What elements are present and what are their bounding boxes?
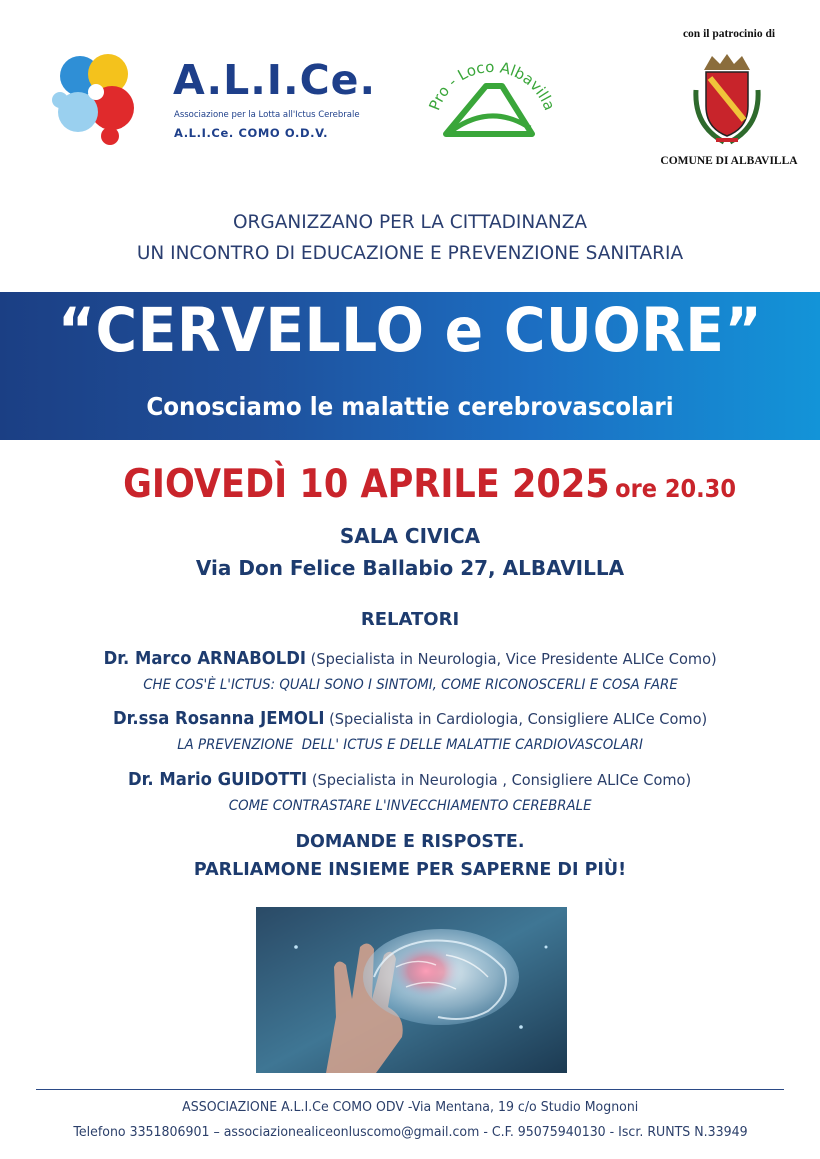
- date-line: [0, 462, 820, 507]
- speaker-topic: CHE COS'È L'ICTUS: QUALI SONO I SINTOMI, COME RICONOSCERLI E COSA FARE: [142, 677, 678, 693]
- speaker-2: [0, 709, 820, 729]
- speaker-name: Dr.ssa Rosanna JEMOLI: [112, 709, 325, 729]
- footer-divider: [36, 1089, 784, 1090]
- venue-address: Via Don Felice Ballabio 27, ALBAVILLA: [195, 556, 625, 580]
- intro-line-2: UN INCONTRO DI EDUCAZIONE E PREVENZIONE SANITARIA: [136, 243, 684, 264]
- intro-line-1: ORGANIZZANO PER LA CITTADINANZA: [232, 212, 588, 233]
- closing-line-1: DOMANDE E RISPOSTE.: [295, 832, 525, 852]
- speaker-topic: LA PREVENZIONE DELL' ICTUS E DELLE MALATTIE CARDIOVASCOLARI: [177, 737, 643, 753]
- comune-crest-icon: [690, 50, 764, 148]
- event-date: GIOVEDÌ 10 APRILE 2025: [123, 462, 610, 507]
- alice-puzzle-logo-icon: [52, 52, 138, 148]
- closing-line-2: PARLIAMONE INSIEME PER SAPERNE DI PIÙ!: [193, 860, 627, 880]
- speaker-3-topic: [0, 798, 820, 814]
- speaker-role: (Specialista in Cardiologia, Consigliere ALICe Como): [324, 710, 708, 728]
- comune-name: COMUNE DI ALBAVILLA: [660, 155, 798, 167]
- speakers-heading: RELATORI: [360, 609, 460, 630]
- speaker-role: (Specialista in Neurologia, Vice Presidente ALICe Como): [305, 650, 717, 668]
- event-title: “CERVELLO e CUORE”: [57, 295, 763, 366]
- alice-chapter: A.L.I.Ce. COMO O.D.V.: [174, 126, 329, 140]
- event-subtitle: Conosciamo le malattie cerebrovascolari: [146, 392, 674, 421]
- proloco-logo-icon: [420, 42, 560, 142]
- venue-name: SALA CIVICA: [339, 524, 481, 548]
- footer-address-text: ASSOCIAZIONE A.L.I.Ce COMO ODV -Via Mentana, 19 c/o Studio Mognoni: [181, 1099, 639, 1115]
- speaker-name: Dr. Marco ARNABOLDI: [103, 649, 306, 669]
- proloco-text: Pro - Loco Albavilla: [425, 57, 559, 113]
- patronage-label: con il patrocinio di: [682, 28, 776, 40]
- speaker-1-topic: [0, 677, 820, 693]
- footer-address: [0, 1099, 820, 1115]
- speaker-1: [0, 649, 820, 669]
- speaker-3: [0, 770, 820, 790]
- speaker-2-topic: [0, 737, 820, 753]
- event-time: - ore 20.30: [597, 474, 736, 503]
- footer-contacts: [0, 1124, 820, 1140]
- alice-name: A.L.I.Ce.: [173, 56, 377, 104]
- speaker-name: Dr. Mario GUIDOTTI: [128, 770, 308, 790]
- footer-contacts-text: Telefono 3351806901 – associazionealiceonluscomo@gmail.com - C.F. 95075940130 - Iscr. RUNTS N.33949: [72, 1124, 748, 1140]
- speaker-topic: COME CONTRASTARE L'INVECCHIAMENTO CEREBRALE: [228, 798, 592, 814]
- speaker-role: (Specialista in Neurologia , Consigliere ALICe Como): [307, 771, 692, 789]
- brain-hand-image: [256, 907, 567, 1073]
- alice-subtitle: Associazione per la Lotta all'Ictus Cerebrale: [174, 110, 360, 120]
